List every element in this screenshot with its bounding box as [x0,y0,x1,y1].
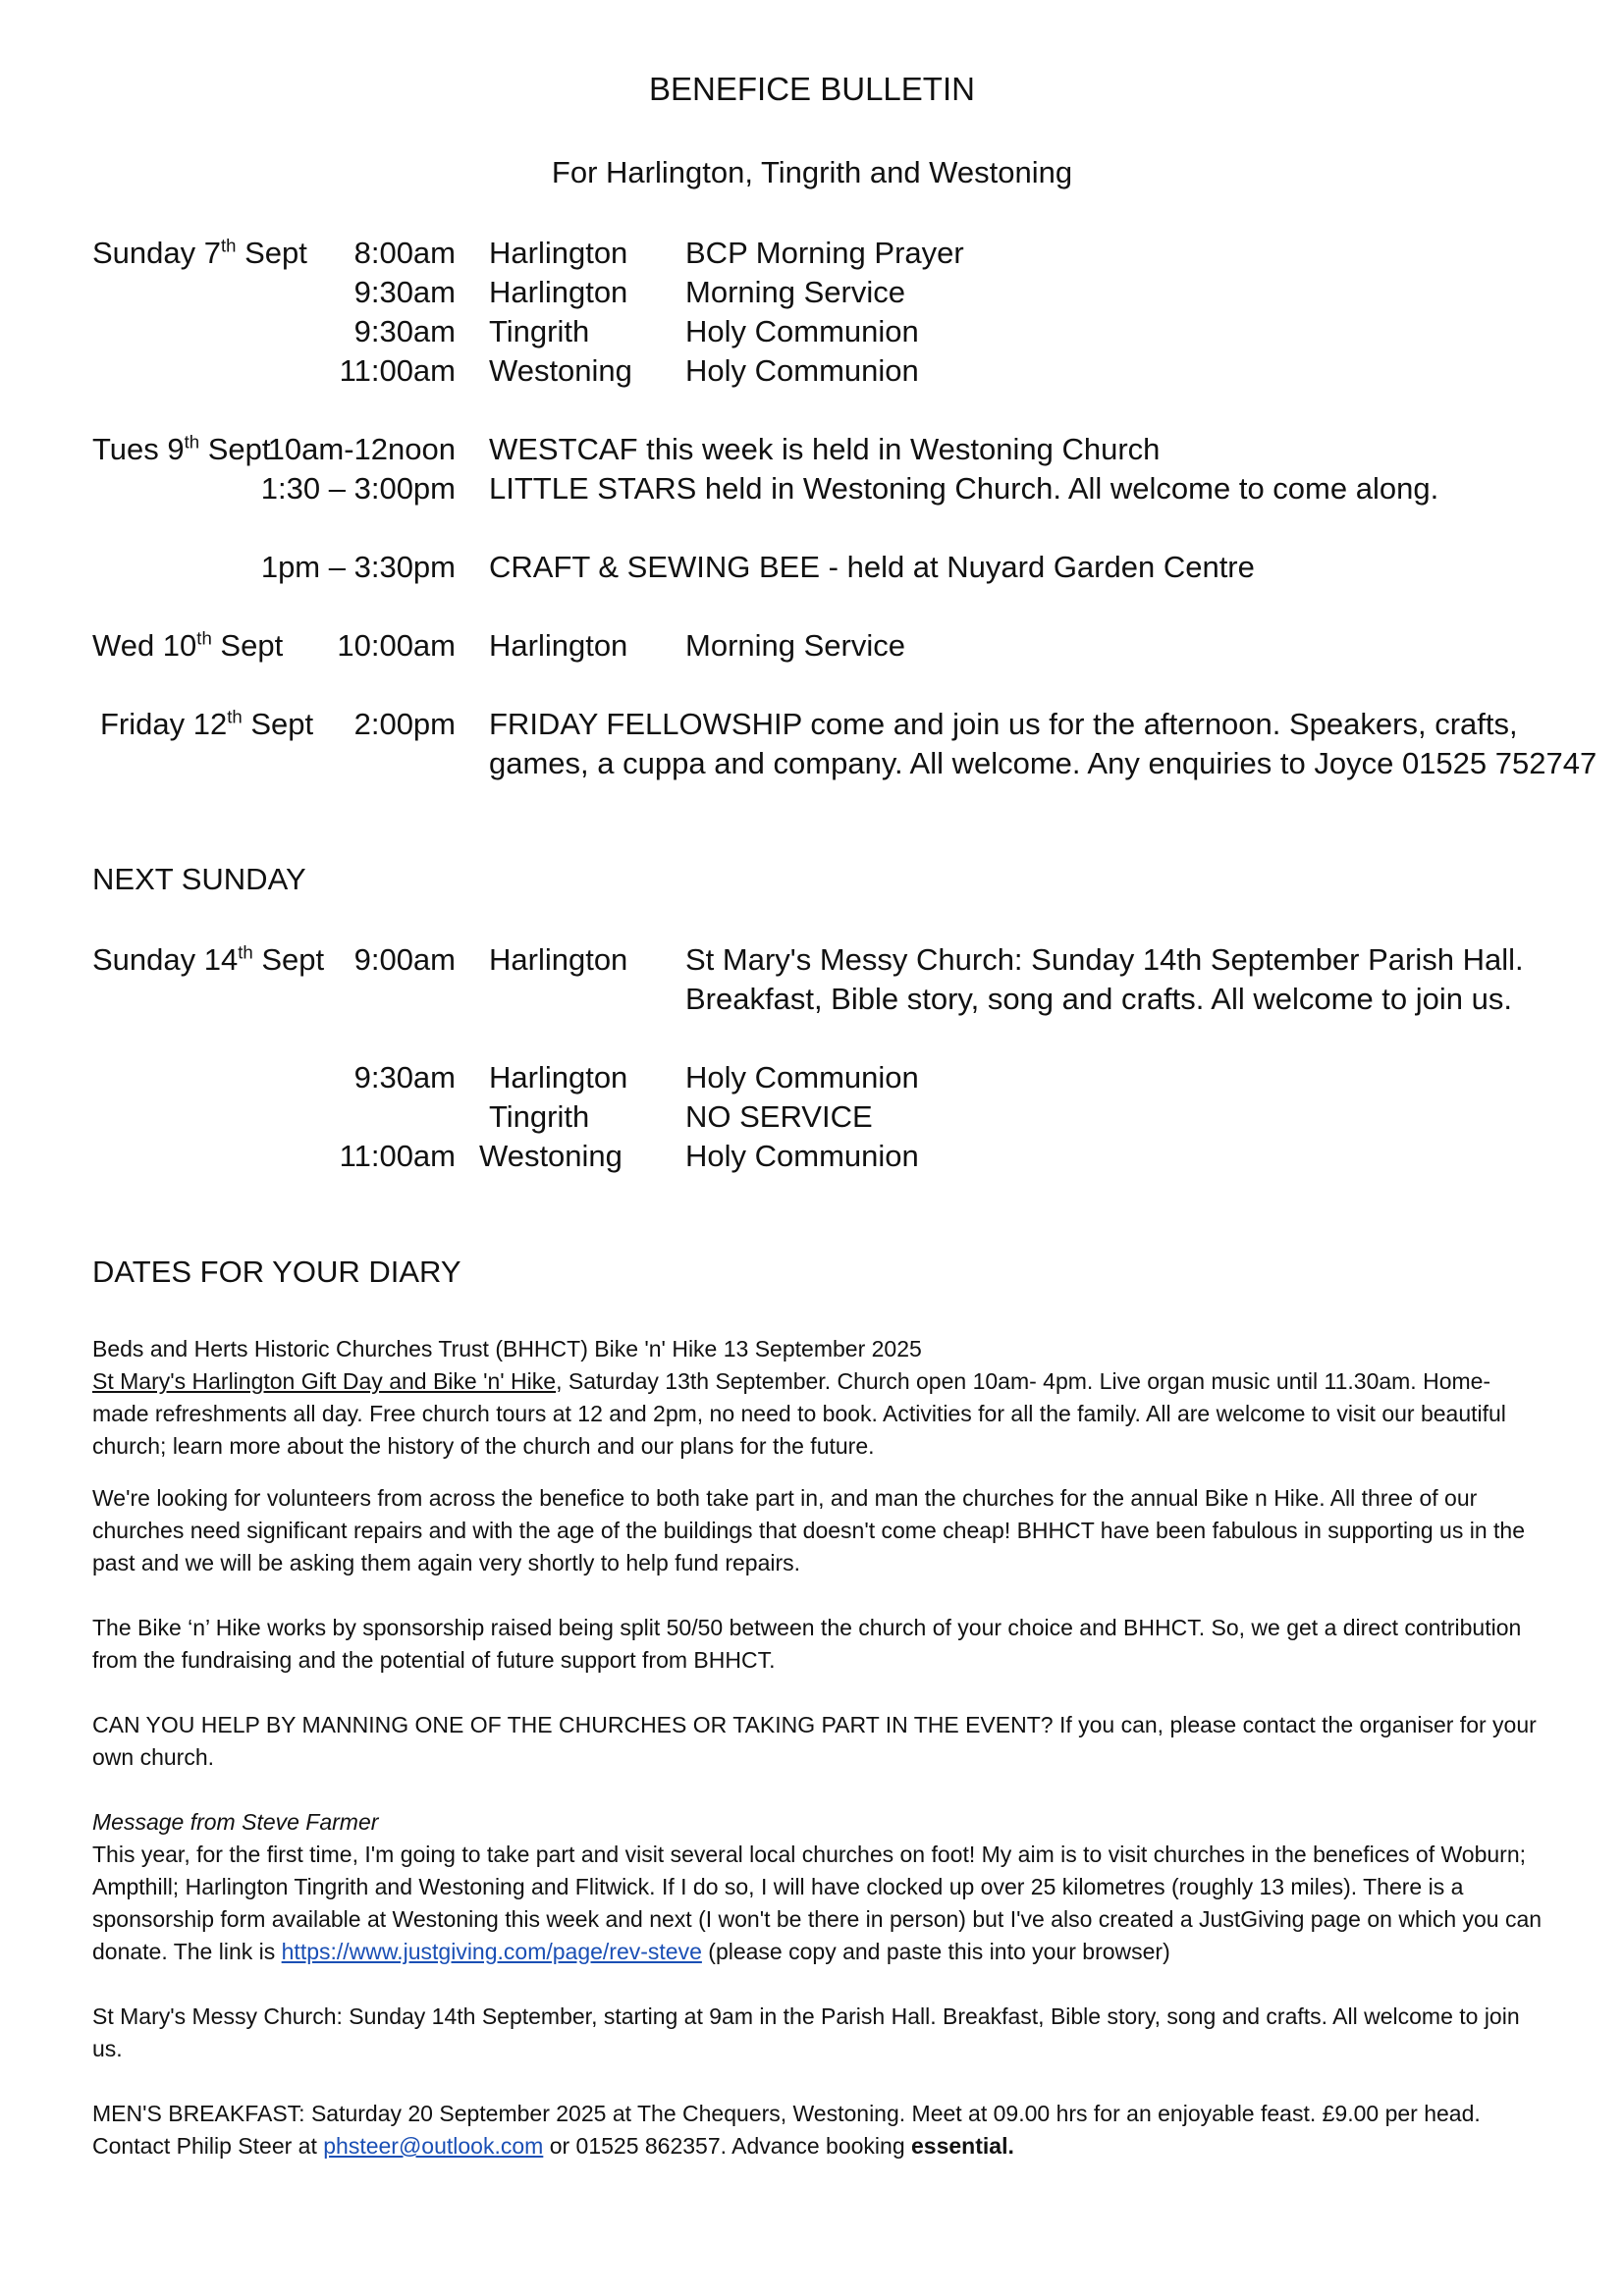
page-title: BENEFICE BULLETIN [649,71,975,107]
event: Holy Communion [685,314,919,348]
date-label: Sunday 14th Sept [92,941,325,977]
bike-hike-title: Beds and Herts Historic Churches Trust (BHHCT) Bike 'n' Hike 13 September 2025 [92,1336,922,1362]
event: BCP Morning Prayer [685,236,964,270]
event: Holy Communion [685,1139,919,1173]
gift-day-details: , Saturday 13th September. Church open 10am- 4pm. Live organ music until 11.30am. Home-made refreshments all day. Free church tours at 12 and 2pm, no need to book. Activities for all the family. All are welcome to visit our beautiful church; learn more about the history of the church and our plans for the future. [92,1368,1506,1459]
date-label: Sunday 7th Sept [92,235,307,270]
place: Westoning [489,353,632,388]
date-label: Friday 12th Sept [100,706,314,741]
time: 9:30am [353,1060,456,1095]
breakfast-essential: essential. [911,2133,1014,2159]
time: 9:00am [353,942,456,977]
event: NO SERVICE [685,1099,873,1134]
time: 9:30am [353,314,456,348]
time: 11:00am [339,1139,456,1173]
message-heading: Message from Steve Farmer [92,1809,379,1835]
diary-paragraph-mens-breakfast [92,2098,1545,2163]
breakfast-text: MEN'S BREAKFAST: Saturday 20 September 2025 at The Chequers, Westoning. Meet at 09.00 hrs for an enjoyable feast. £9.00 per head. Contact Philip Steer at [92,2101,1481,2159]
event: LITTLE STARS held in Westoning Church. All welcome to come along. [489,471,1439,506]
justgiving-link[interactable]: https://www.justgiving.com/page/rev-steve [281,1939,702,1964]
place: Harlington [489,1060,628,1095]
time: 8:00am [353,236,456,270]
event [489,705,1608,783]
place: Harlington [489,275,628,309]
time: 9:30am [353,275,456,309]
message-tail: (please copy and paste this into your browser) [701,1939,1170,1964]
time: 2:00pm [353,707,456,741]
diary-heading: DATES FOR YOUR DIARY [92,1255,461,1289]
place: Tingrith [489,314,590,348]
event-details: come and join us for the afternoon. Speakers, crafts, games, a cuppa and company. All welcome. Any enquiries to Joyce 01525 752747 [489,707,1597,780]
place: Tingrith [489,1099,590,1134]
event: Holy Communion [685,353,919,388]
next-sunday-heading: NEXT SUNDAY [92,862,306,896]
place: Harlington [489,942,628,977]
diary-paragraph-call-to-help: CAN YOU HELP BY MANNING ONE OF THE CHURCHES OR TAKING PART IN THE EVENT? If you can, please contact the organiser for your own church. [92,1712,1537,1770]
email-link[interactable]: phsteer@outlook.com [323,2133,544,2159]
time: 1pm – 3:30pm [260,550,456,584]
place: Harlington [489,236,628,270]
event: WESTCAF this week is held in Westoning Church [489,432,1161,466]
diary-paragraph-bike-hike [92,1333,1545,1463]
event: Morning Service [685,628,905,663]
event: Morning Service [685,275,905,309]
time: 10:00am [337,628,456,663]
event: CRAFT & SEWING BEE - held at Nuyard Garden Centre [489,550,1255,584]
date-label: Tues 9th Sept [92,431,271,466]
page-subtitle: For Harlington, Tingrith and Westoning [551,155,1073,189]
message-text: This year, for the first time, I'm going to take part and visit several local churches on foot! My aim is to visit churches in the benefices of Woburn; Ampthill; Harlington Tingrith and Westoning and Flitwick. If I do so, I will have clocked up over 25 kilometres (roughly 13 miles). There is a sponsorship form available at Westoning this week and next (I won't be there in person) but I've also created a JustGiving page on which you can donate. The link is [92,1842,1543,1964]
gift-day-heading: St Mary's Harlington Gift Day and Bike 'n' Hike [92,1368,557,1394]
place: Westoning [479,1139,623,1173]
diary-paragraph-volunteers: We're looking for volunteers from across the benefice to both take part in, and man the churches for the annual Bike n Hike. All three of our churches need significant repairs and with the age of the buildings that doesn't come cheap! BHHCT have been fabulous in supporting us in the past and we will be asking them again very shortly to help fund repairs. [92,1485,1525,1575]
time: 1:30 – 3:00pm [260,471,456,506]
time: 11:00am [339,353,456,388]
event: Holy Communion [685,1060,919,1095]
date-label: Wed 10th Sept [92,627,284,663]
diary-paragraph-messy-church: St Mary's Messy Church: Sunday 14th September, starting at 9am in the Parish Hall. Breakfast, Bible story, song and crafts. All welcome to join us. [92,2003,1520,2061]
diary-paragraph-steve-message [92,1806,1545,1968]
event: St Mary's Messy Church: Sunday 14th September Parish Hall. Breakfast, Bible story, song and crafts. All welcome to join us. [685,942,1524,1016]
breakfast-contact: or 01525 862357. Advance booking [543,2133,912,2159]
event-title: FRIDAY FELLOWSHIP [489,707,802,741]
diary-paragraph-sponsorship: The Bike ‘n’ Hike works by sponsorship raised being split 50/50 between the church of your choice and BHHCT. So, we get a direct contribution from the fundraising and the potential of future support from BHHCT. [92,1615,1522,1673]
diary-content [92,1333,1545,2163]
time: 10am-12noon [267,432,456,466]
place: Harlington [489,628,628,663]
